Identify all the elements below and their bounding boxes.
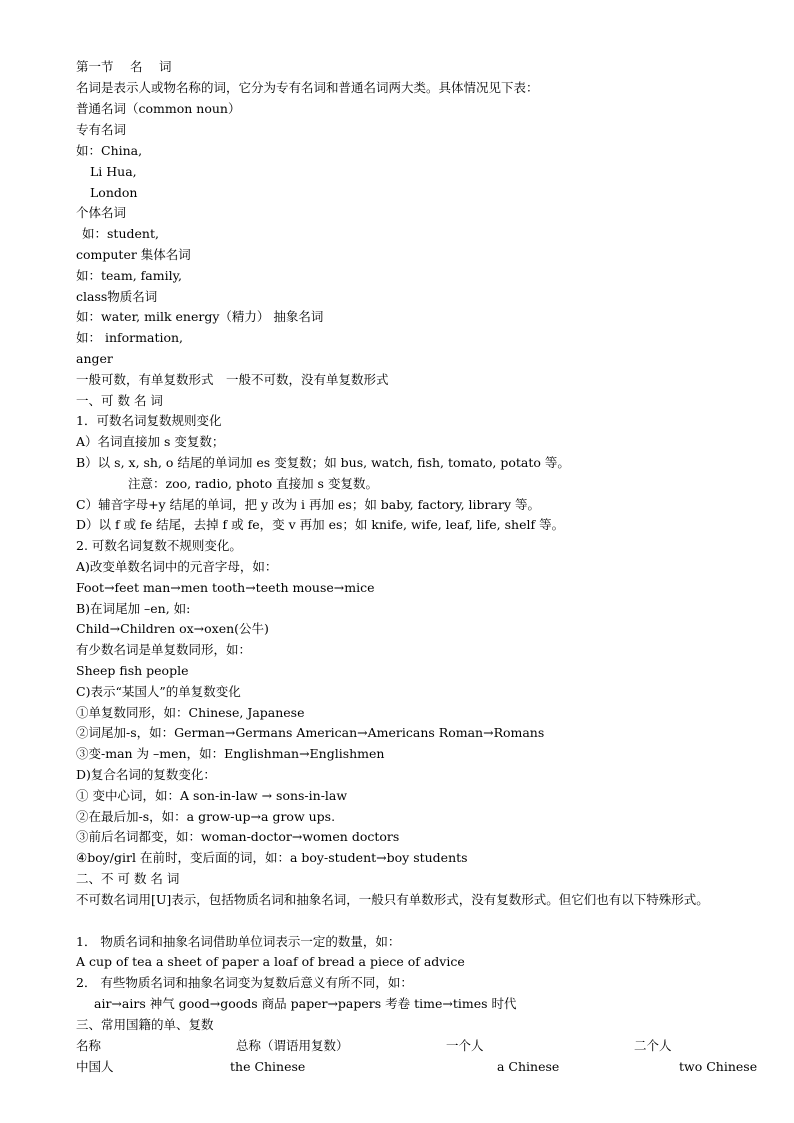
text-line: B)在词尾加 –en, 如:: [76, 601, 191, 616]
text-line: 一般可数，有单复数形式 一般不可数，没有单复数形式: [76, 372, 389, 387]
text-line: Sheep fish people: [76, 663, 189, 678]
text-line: 如：team, family,: [76, 268, 182, 283]
text-line: A)改变单数名词中的元音字母，如：: [76, 559, 278, 574]
header-collective: 总称（谓语用复数）: [236, 1038, 349, 1053]
cell-one-person: a Chinese: [497, 1059, 560, 1074]
text-line: Li Hua,: [90, 164, 137, 179]
header-two-persons: 二个人: [634, 1038, 672, 1053]
text-line: ②词尾加-s，如：German→Germans American→Americans Roman→Romans: [76, 725, 545, 740]
cell-two-persons: two Chinese: [679, 1059, 758, 1074]
text-line: class物质名词: [76, 289, 158, 304]
text-line: B）以 s, x, sh, o 结尾的单词加 es 变复数；如 bus, watch, fish, tomato, potato 等。: [76, 455, 570, 470]
text-line: ①单复数同形，如：Chinese, Japanese: [76, 705, 305, 720]
text-line: 名词是表示人或物名称的词，它分为专有名词和普通名词两大类。具体情况见下表：: [76, 80, 539, 95]
text-line: London: [90, 185, 138, 200]
heading-uncountable: 二、不 可 数 名 词: [76, 871, 180, 886]
text-line: 2． 有些物质名词和抽象名词变为复数后意义有所不同，如：: [76, 975, 413, 990]
text-line: ②在最后加-s，如：a grow-up→a grow ups.: [76, 809, 336, 824]
text-paragraph: 不可数名词用[U]表示，包括物质名词和抽象名词，一般只有单数形式，没有复数形式。但它们也有以下特殊形式。: [76, 892, 709, 907]
text-line: 如：student,: [82, 226, 159, 241]
cell-name: 中国人: [76, 1059, 114, 1074]
text-line: ④boy/girl 在前时，变后面的词，如：a boy-student→boy students: [76, 850, 468, 865]
section-title: 第一节 名 词: [76, 59, 172, 74]
text-line: 有少数名词是单复数同形，如：: [76, 642, 252, 657]
text-line: 1．可数名词复数规则变化: [76, 413, 222, 428]
text-line: 如：China,: [76, 143, 143, 158]
header-name: 名称: [76, 1038, 102, 1053]
text-line: 普通名词（common noun）: [76, 101, 241, 116]
text-line: ① 变中心词，如：A son-in-law → sons-in-law: [76, 788, 348, 803]
heading-nationality: 三、常用国籍的单、复数: [76, 1017, 214, 1032]
text-line: Child→Children ox→oxen(公牛): [76, 621, 269, 636]
text-line: A）名词直接加 s 变复数；: [76, 434, 225, 449]
text-line: ③变-man 为 –men，如：Englishman→Englishmen: [76, 746, 385, 761]
cell-collective: the Chinese: [230, 1059, 306, 1074]
text-line: 注意：zoo, radio, photo 直接加 s 变复数。: [128, 476, 378, 491]
header-one-person: 一个人: [446, 1038, 484, 1053]
text-line: anger: [76, 351, 113, 366]
text-line: D）以 f 或 fe 结尾，去掉 f 或 fe，变 v 再加 es；如 knife, wife, leaf, life, shelf 等。: [76, 517, 565, 532]
text-line: air→airs 神气 good→goods 商品 paper→papers 考卷 time→times 时代: [94, 996, 517, 1011]
text-line: ③前后名词都变，如：woman-doctor→women doctors: [76, 829, 400, 844]
text-line: A cup of tea a sheet of paper a loaf of bread a piece of advice: [76, 954, 465, 969]
text-line: D)复合名词的复数变化：: [76, 767, 216, 782]
heading-countable: 一、可 数 名 词: [76, 393, 163, 408]
text-line: C）辅音字母+y 结尾的单词，把 y 改为 i 再加 es；如 baby, factory, library 等。: [76, 497, 540, 512]
text-line: 2. 可数名词复数不规则变化。: [76, 538, 242, 553]
text-line: 如： information,: [76, 330, 184, 345]
text-line: C)表示“某国人”的单复数变化: [76, 684, 241, 699]
text-line: 专有名词: [76, 122, 127, 137]
text-line: Foot→feet man→men tooth→teeth mouse→mice: [76, 580, 375, 595]
text-line: computer 集体名词: [76, 247, 191, 262]
text-line: 如：water, milk energy（精力） 抽象名词: [76, 309, 324, 324]
text-line: 1． 物质名词和抽象名词借助单位词表示一定的数量，如：: [76, 934, 401, 949]
text-line: 个体名词: [76, 205, 127, 220]
